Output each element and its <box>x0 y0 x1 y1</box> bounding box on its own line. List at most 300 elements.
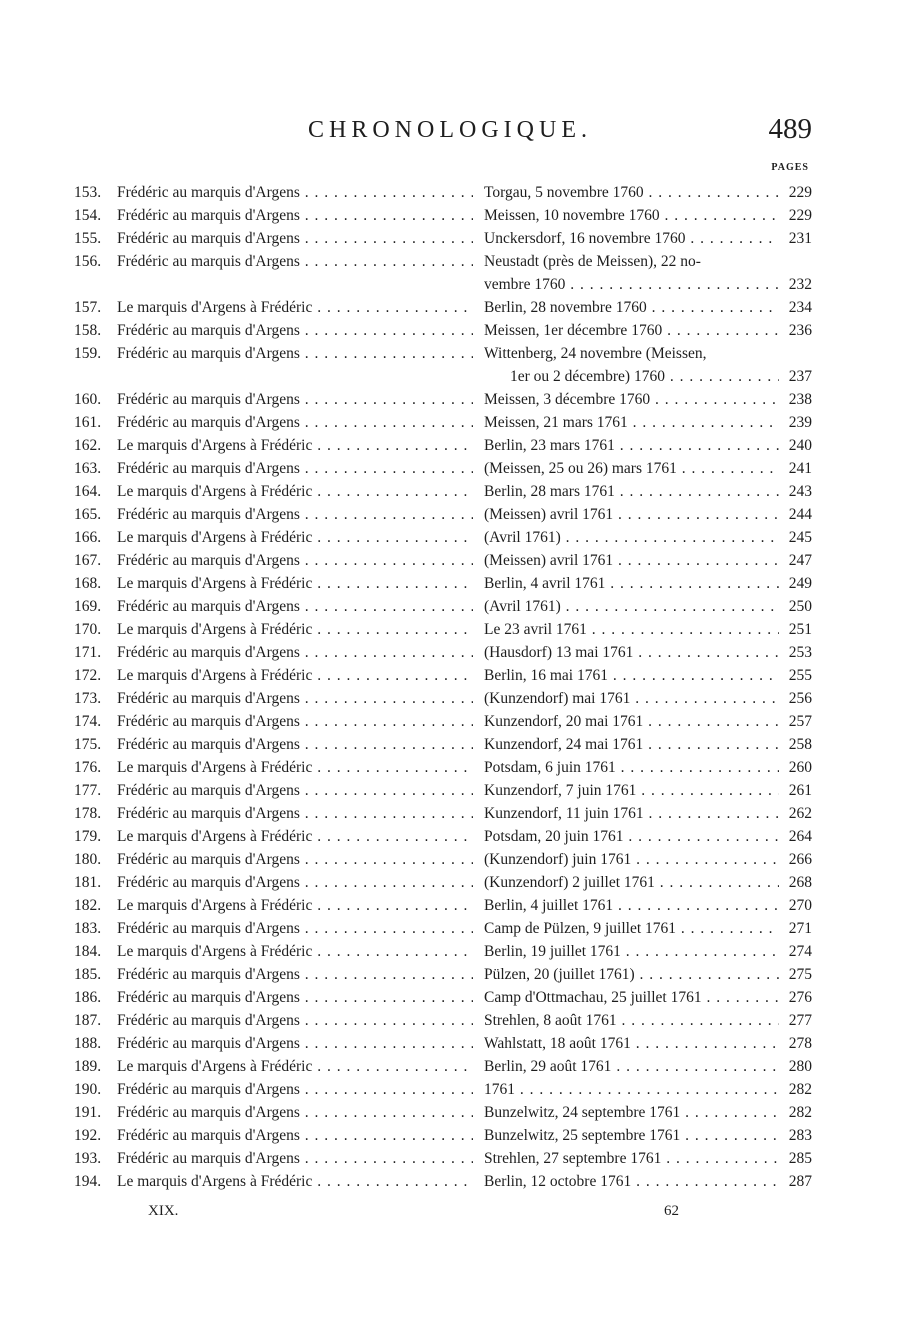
entry-number: 164. <box>74 483 102 500</box>
entry-place-date <box>484 480 779 503</box>
entry-place-date <box>484 411 779 434</box>
entry-page: 243 <box>788 483 812 500</box>
leader-dots <box>300 1104 473 1121</box>
page-title: CHRONOLOGIQUE. <box>308 117 592 143</box>
entry-correspondents-text: Frédéric au marquis d'Argens <box>117 253 300 270</box>
entry-place-date <box>484 779 779 802</box>
list-item <box>0 664 900 687</box>
list-item <box>0 1055 900 1078</box>
entry-place-date-text: Camp d'Ottmachau, 25 juillet 1761 <box>484 989 702 1006</box>
entry-correspondents <box>117 641 473 664</box>
entry-place-date <box>484 848 779 871</box>
list-item <box>0 388 900 411</box>
entry-number: 187. <box>74 1012 102 1029</box>
leader-dots <box>515 1081 779 1098</box>
list-item <box>0 595 900 618</box>
entry-place-date <box>484 687 779 710</box>
entry-place-date <box>484 388 779 411</box>
leader-dots <box>300 1035 473 1052</box>
entry-correspondents <box>117 618 473 641</box>
entry-place-date <box>484 1055 779 1078</box>
list-item <box>0 411 900 434</box>
entry-number: 153. <box>74 184 102 201</box>
entry-place-date <box>484 503 779 526</box>
entry-page: 264 <box>788 828 812 845</box>
list-item <box>0 963 900 986</box>
entry-page: 250 <box>788 598 812 615</box>
list-item <box>0 572 900 595</box>
entry-place-date <box>484 641 779 664</box>
list-item <box>0 848 900 871</box>
entry-correspondents <box>117 710 473 733</box>
entry-correspondents <box>117 1124 473 1147</box>
leader-dots <box>312 759 473 776</box>
entry-correspondents-text: Frédéric au marquis d'Argens <box>117 989 300 1006</box>
entry-place-date-text: Le 23 avril 1761 <box>484 621 587 638</box>
entry-number: 160. <box>74 391 102 408</box>
entry-place-date-text: Meissen, 21 mars 1761 <box>484 414 628 431</box>
entry-number: 188. <box>74 1035 102 1052</box>
entry-place-date-text: Berlin, 23 mars 1761 <box>484 437 615 454</box>
entry-page: 251 <box>788 621 812 638</box>
entry-correspondents-text: Frédéric au marquis d'Argens <box>117 207 300 224</box>
entry-place-date-text: Bunzelwitz, 25 septembre 1761 <box>484 1127 681 1144</box>
list-item <box>0 1009 900 1032</box>
entry-place-date-text: Berlin, 29 août 1761 <box>484 1058 612 1075</box>
list-item <box>0 618 900 641</box>
entry-correspondents-text: Frédéric au marquis d'Argens <box>117 874 300 891</box>
list-item <box>0 250 900 296</box>
leader-dots <box>661 1150 779 1167</box>
entry-place-date <box>484 319 779 342</box>
leader-dots <box>312 437 473 454</box>
entry-place-date-text: Strehlen, 8 août 1761 <box>484 1012 617 1029</box>
leader-dots <box>300 713 473 730</box>
leader-dots <box>300 184 473 201</box>
entry-place-line-1: Neustadt (près de Meissen), 22 no- <box>484 253 701 270</box>
leader-dots <box>312 1058 473 1075</box>
entry-correspondents <box>117 1170 473 1193</box>
entry-number: 185. <box>74 966 102 983</box>
footer-volume: XIX. <box>148 1203 179 1219</box>
entry-page: 229 <box>788 207 812 224</box>
entry-place-line-2 <box>510 365 779 388</box>
leader-dots <box>561 598 779 615</box>
entry-correspondents <box>117 802 473 825</box>
leader-dots <box>635 966 779 983</box>
entry-number: 165. <box>74 506 102 523</box>
entry-correspondents-text: Frédéric au marquis d'Argens <box>117 414 300 431</box>
entry-correspondents <box>117 595 473 618</box>
entry-correspondents-text: Frédéric au marquis d'Argens <box>117 598 300 615</box>
leader-dots <box>312 299 473 316</box>
entry-place-date <box>484 894 779 917</box>
leader-dots <box>312 1173 473 1190</box>
leader-dots <box>300 644 473 661</box>
entry-correspondents-text: Frédéric au marquis d'Argens <box>117 644 300 661</box>
entry-page: 232 <box>788 276 812 293</box>
list-item <box>0 204 900 227</box>
entry-page: 261 <box>788 782 812 799</box>
entry-place-date <box>484 1032 779 1055</box>
list-item <box>0 940 900 963</box>
entry-place-date-text: (Kunzendorf) mai 1761 <box>484 690 631 707</box>
entry-number: 155. <box>74 230 102 247</box>
entry-place-date-text: (Meissen) avril 1761 <box>484 552 614 569</box>
entry-page: 283 <box>788 1127 812 1144</box>
entry-place-date-text: (Kunzendorf) 2 juillet 1761 <box>484 874 655 891</box>
entry-correspondents-text: Frédéric au marquis d'Argens <box>117 966 300 983</box>
leader-dots <box>633 644 779 661</box>
leader-dots <box>665 368 779 385</box>
entry-place-date-text: Berlin, 4 juillet 1761 <box>484 897 614 914</box>
entry-place-date <box>484 917 779 940</box>
leader-dots <box>655 874 779 891</box>
entry-place-date-text: Strehlen, 27 septembre 1761 <box>484 1150 662 1167</box>
leader-dots <box>300 690 473 707</box>
list-item <box>0 549 900 572</box>
leader-dots <box>300 598 473 615</box>
leader-dots <box>300 414 473 431</box>
entry-page: 287 <box>788 1173 812 1190</box>
entry-number: 192. <box>74 1127 102 1144</box>
entry-number: 169. <box>74 598 102 615</box>
leader-dots <box>300 920 473 937</box>
entry-page: 258 <box>788 736 812 753</box>
entry-place-date-text: Berlin, 16 mai 1761 <box>484 667 608 684</box>
entry-place-date-text: Berlin, 28 mars 1761 <box>484 483 615 500</box>
entry-correspondents-text: Frédéric au marquis d'Argens <box>117 713 300 730</box>
entry-place-date <box>484 871 779 894</box>
entry-correspondents <box>117 1101 473 1124</box>
leader-dots <box>300 874 473 891</box>
entry-place-date <box>484 1147 779 1170</box>
list-item <box>0 526 900 549</box>
list-item <box>0 802 900 825</box>
entry-page: 249 <box>788 575 812 592</box>
entry-page: 234 <box>788 299 812 316</box>
list-item <box>0 779 900 802</box>
entry-number: 190. <box>74 1081 102 1098</box>
entry-place-date <box>484 181 779 204</box>
leader-dots <box>312 621 473 638</box>
entry-page: 271 <box>788 920 812 937</box>
entry-place-date <box>484 618 779 641</box>
entry-correspondents-text: Frédéric au marquis d'Argens <box>117 920 300 937</box>
leader-dots <box>300 207 473 224</box>
entry-place-date-text: Potsdam, 20 juin 1761 <box>484 828 624 845</box>
entry-number: 154. <box>74 207 102 224</box>
entry-correspondents <box>117 1032 473 1055</box>
list-item <box>0 687 900 710</box>
entry-place-line-2-text: 1er ou 2 décembre) 1760 <box>510 368 665 385</box>
leader-dots <box>613 506 779 523</box>
entry-place-date-text: Kunzendorf, 24 mai 1761 <box>484 736 644 753</box>
entry-number: 177. <box>74 782 102 799</box>
entry-correspondents <box>117 319 473 342</box>
entry-page: 231 <box>788 230 812 247</box>
entry-place-date <box>484 572 779 595</box>
entry-place-date-text: (Kunzendorf) juin 1761 <box>484 851 632 868</box>
leader-dots <box>613 552 779 569</box>
entry-correspondents <box>117 572 473 595</box>
leader-dots <box>312 897 473 914</box>
entry-correspondents <box>117 181 473 204</box>
entry-page: 255 <box>788 667 812 684</box>
leader-dots <box>300 552 473 569</box>
leader-dots <box>631 851 779 868</box>
leader-dots <box>611 1058 779 1075</box>
entry-place-date <box>484 1101 779 1124</box>
entry-place-date-text: Meissen, 1er décembre 1760 <box>484 322 663 339</box>
entry-place-date <box>484 1078 779 1101</box>
entry-correspondents <box>117 204 473 227</box>
entry-place-date-text: Torgau, 5 novembre 1760 <box>484 184 644 201</box>
entry-page: 270 <box>788 897 812 914</box>
entry-correspondents-text: Le marquis d'Argens à Frédéric <box>117 483 313 500</box>
entry-correspondents-text: Le marquis d'Argens à Frédéric <box>117 437 313 454</box>
entry-number: 186. <box>74 989 102 1006</box>
entry-page: 256 <box>788 690 812 707</box>
entry-number: 172. <box>74 667 102 684</box>
entry-correspondents-text: Le marquis d'Argens à Frédéric <box>117 529 313 546</box>
leader-dots <box>647 299 779 316</box>
entry-correspondents <box>117 940 473 963</box>
entry-page: 237 <box>788 368 812 385</box>
entry-number: 175. <box>74 736 102 753</box>
leader-dots <box>660 207 779 224</box>
entry-correspondents-text: Le marquis d'Argens à Frédéric <box>117 667 313 684</box>
entry-number: 171. <box>74 644 102 661</box>
entry-number: 162. <box>74 437 102 454</box>
leader-dots <box>300 1150 473 1167</box>
leader-dots <box>608 667 779 684</box>
entry-page: 280 <box>788 1058 812 1075</box>
leader-dots <box>630 690 779 707</box>
list-item <box>0 917 900 940</box>
entry-number: 163. <box>74 460 102 477</box>
entry-correspondents <box>117 388 473 411</box>
leader-dots <box>561 529 779 546</box>
leader-dots <box>636 782 779 799</box>
list-item <box>0 480 900 503</box>
leader-dots <box>312 529 473 546</box>
list-item <box>0 227 900 250</box>
leader-dots <box>587 621 779 638</box>
table-of-contents <box>0 181 900 1193</box>
entry-correspondents <box>117 871 473 894</box>
leader-dots <box>702 989 779 1006</box>
entry-number: 193. <box>74 1150 102 1167</box>
entry-place-date-text: Kunzendorf, 20 mai 1761 <box>484 713 644 730</box>
leader-dots <box>644 805 779 822</box>
entry-place-date <box>484 457 779 480</box>
entry-correspondents-text: Frédéric au marquis d'Argens <box>117 506 300 523</box>
entry-correspondents-text: Frédéric au marquis d'Argens <box>117 851 300 868</box>
entry-correspondents-text: Le marquis d'Argens à Frédéric <box>117 1058 313 1075</box>
leader-dots <box>565 276 779 293</box>
entry-correspondents <box>117 664 473 687</box>
entry-correspondents-text: Le marquis d'Argens à Frédéric <box>117 759 313 776</box>
entry-page: 262 <box>788 805 812 822</box>
leader-dots <box>300 391 473 408</box>
entry-number: 180. <box>74 851 102 868</box>
entry-correspondents <box>117 480 473 503</box>
leader-dots <box>644 184 779 201</box>
entry-place-date <box>484 1009 779 1032</box>
leader-dots <box>605 575 779 592</box>
leader-dots <box>617 1012 779 1029</box>
entry-correspondents-text: Le marquis d'Argens à Frédéric <box>117 299 313 316</box>
entry-number: 184. <box>74 943 102 960</box>
entry-place-line-2 <box>484 273 779 296</box>
entry-place-date <box>484 963 779 986</box>
entry-place-date-text: (Avril 1761) <box>484 529 561 546</box>
entry-correspondents <box>117 296 473 319</box>
entry-place-date <box>484 940 779 963</box>
entry-place-date <box>484 756 779 779</box>
entry-number: 182. <box>74 897 102 914</box>
leader-dots <box>300 230 473 247</box>
list-item <box>0 710 900 733</box>
entry-correspondents-text: Frédéric au marquis d'Argens <box>117 460 300 477</box>
entry-place-date <box>484 1124 779 1147</box>
entry-correspondents <box>117 411 473 434</box>
entry-correspondents <box>117 503 473 526</box>
entry-place-date-text: (Meissen, 25 ou 26) mars 1761 <box>484 460 677 477</box>
leader-dots <box>676 920 779 937</box>
entry-place-date <box>484 227 779 250</box>
entry-page: 278 <box>788 1035 812 1052</box>
list-item <box>0 733 900 756</box>
entry-number: 191. <box>74 1104 102 1121</box>
leader-dots <box>312 943 473 960</box>
entry-correspondents-text: Le marquis d'Argens à Frédéric <box>117 621 313 638</box>
entry-place-date <box>484 434 779 457</box>
leader-dots <box>312 828 473 845</box>
entry-correspondents <box>117 526 473 549</box>
entry-page: 240 <box>788 437 812 454</box>
leader-dots <box>680 1104 779 1121</box>
leader-dots <box>643 736 779 753</box>
entry-number: 183. <box>74 920 102 937</box>
entry-correspondents <box>117 894 473 917</box>
entry-correspondents-text: Le marquis d'Argens à Frédéric <box>117 943 313 960</box>
page-number: 489 <box>768 113 812 145</box>
entry-correspondents-text: Le marquis d'Argens à Frédéric <box>117 1173 313 1190</box>
leader-dots <box>631 1173 779 1190</box>
list-item <box>0 1124 900 1147</box>
list-item <box>0 1147 900 1170</box>
entry-number: 156. <box>74 253 102 270</box>
entry-correspondents-text: Frédéric au marquis d'Argens <box>117 805 300 822</box>
entry-place-date-text: Meissen, 3 décembre 1760 <box>484 391 651 408</box>
entry-place-date <box>484 710 779 733</box>
entry-page: 268 <box>788 874 812 891</box>
leader-dots <box>615 483 779 500</box>
entry-number: 189. <box>74 1058 102 1075</box>
entry-page: 276 <box>788 989 812 1006</box>
entry-correspondents <box>117 848 473 871</box>
entry-place-line-1: Wittenberg, 24 novembre (Meissen, <box>484 345 707 362</box>
leader-dots <box>300 1127 473 1144</box>
entry-page: 257 <box>788 713 812 730</box>
entry-correspondents-text: Le marquis d'Argens à Frédéric <box>117 575 313 592</box>
entry-correspondents <box>117 917 473 940</box>
entry-correspondents <box>117 227 473 250</box>
entry-correspondents <box>117 1009 473 1032</box>
entry-correspondents-text: Frédéric au marquis d'Argens <box>117 1081 300 1098</box>
list-item <box>0 1101 900 1124</box>
list-item <box>0 871 900 894</box>
entry-correspondents-text: Frédéric au marquis d'Argens <box>117 1104 300 1121</box>
entry-correspondents <box>117 1078 473 1101</box>
list-item <box>0 181 900 204</box>
entry-correspondents <box>117 250 473 273</box>
entry-correspondents <box>117 687 473 710</box>
list-item <box>0 434 900 457</box>
entry-page: 239 <box>788 414 812 431</box>
entry-correspondents-text: Frédéric au marquis d'Argens <box>117 1150 300 1167</box>
entry-number: 176. <box>74 759 102 776</box>
entry-correspondents-text: Le marquis d'Argens à Frédéric <box>117 828 313 845</box>
list-item <box>0 894 900 917</box>
entry-correspondents-text: Frédéric au marquis d'Argens <box>117 230 300 247</box>
entry-number: 178. <box>74 805 102 822</box>
leader-dots <box>300 460 473 477</box>
leader-dots <box>300 736 473 753</box>
entry-number: 173. <box>74 690 102 707</box>
entry-place-date <box>484 204 779 227</box>
list-item <box>0 986 900 1009</box>
entry-number: 158. <box>74 322 102 339</box>
entry-correspondents-text: Frédéric au marquis d'Argens <box>117 690 300 707</box>
leader-dots <box>662 322 779 339</box>
entry-place-date-text: Wahlstatt, 18 août 1761 <box>484 1035 631 1052</box>
leader-dots <box>300 989 473 1006</box>
entry-page: 275 <box>788 966 812 983</box>
entry-page: 245 <box>788 529 812 546</box>
entry-place-date-text: Berlin, 28 novembre 1760 <box>484 299 647 316</box>
leader-dots <box>300 506 473 523</box>
leader-dots <box>680 1127 779 1144</box>
entry-place-date-text: Berlin, 12 octobre 1761 <box>484 1173 632 1190</box>
list-item <box>0 1032 900 1055</box>
entry-place-date <box>484 986 779 1009</box>
entry-correspondents <box>117 963 473 986</box>
entry-number: 179. <box>74 828 102 845</box>
entry-correspondents-text: Le marquis d'Argens à Frédéric <box>117 897 313 914</box>
leader-dots <box>300 805 473 822</box>
list-item <box>0 319 900 342</box>
entry-place-date-text: Berlin, 4 avril 1761 <box>484 575 606 592</box>
entry-place-date <box>484 825 779 848</box>
entry-number: 168. <box>74 575 102 592</box>
list-item <box>0 641 900 664</box>
entry-page: 229 <box>788 184 812 201</box>
entry-place-date-text: Kunzendorf, 7 juin 1761 <box>484 782 637 799</box>
leader-dots <box>312 483 473 500</box>
entry-number: 157. <box>74 299 102 316</box>
pages-column-label: PAGES <box>771 162 809 173</box>
entry-correspondents-text: Frédéric au marquis d'Argens <box>117 391 300 408</box>
entry-correspondents <box>117 342 473 365</box>
leader-dots <box>616 759 779 776</box>
entry-place-date-text: (Hausdorf) 13 mai 1761 <box>484 644 634 661</box>
entry-page: 236 <box>788 322 812 339</box>
entry-correspondents <box>117 1147 473 1170</box>
leader-dots <box>624 828 779 845</box>
